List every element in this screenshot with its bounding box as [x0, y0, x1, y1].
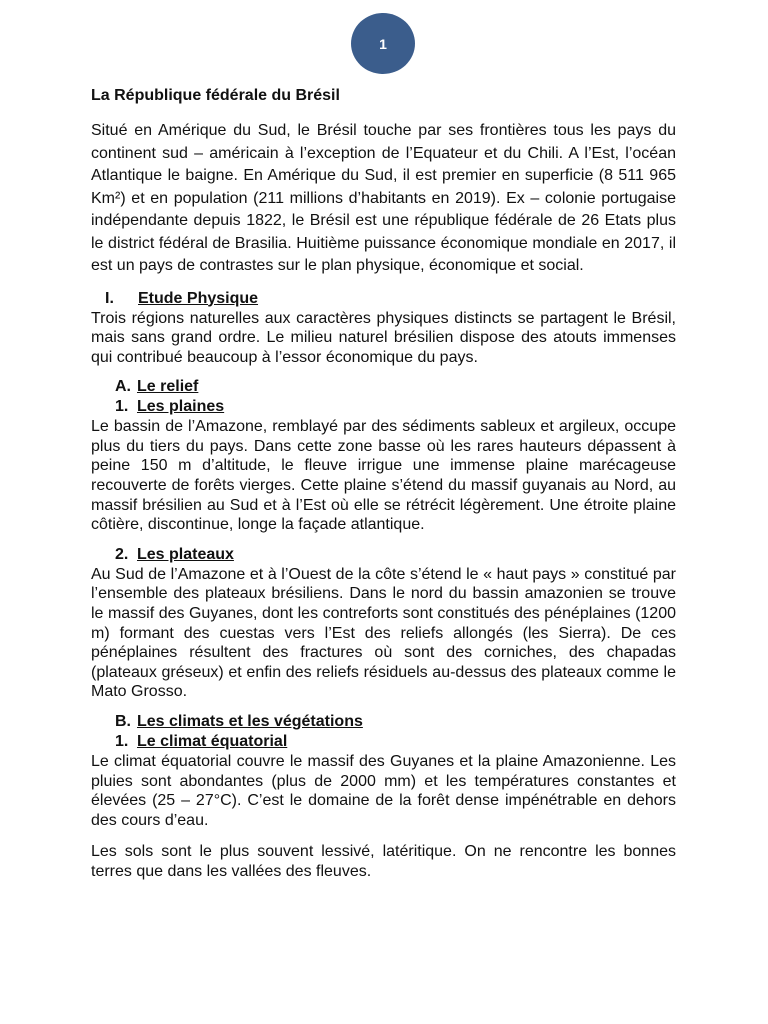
page-number-badge: [351, 13, 415, 74]
plaines-paragraph: Le bassin de l’Amazone, remblayé par des sédiments sableux et argileux, occupe plus du tiers du pays. Dans cette zone basse où les rares hauteurs dépassent à peine 150 m d’altitude, le fleuve irrigue une immense plaine marécageuse recouverte de forêts vierges. Cette plaine s’étend du massif guyanais au Nord, au massif brésilien au Sud et à l’Est où elle se rétrécit légèrement. Une étroite plaine côtière, discontinue, longe la façade atlantique.: [91, 418, 676, 534]
subsection-heading-climats: [91, 712, 676, 732]
climat-paragraph: Le climat équatorial couvre le massif des Guyanes et la plaine Amazonienne. Les pluies sont abondantes (plus de 2000 mm) et les températures constantes et élevées (25 – 27°C). C’est le domaine de la forêt dense impénétrable en dehors des cours d’eau.: [91, 753, 676, 829]
subsection-label: Le relief: [137, 378, 199, 396]
section-intro-paragraph: Trois régions naturelles aux caractères physiques distincts se partagent le Brésil, mais sans grand ordre. Le milieu naturel brésilien dispose des atouts immenses qui contribué beaucoup à l’essor économique du pays.: [91, 309, 676, 366]
subheading-label: Le climat équatorial: [137, 733, 288, 750]
subheading-plateaux: [91, 545, 676, 565]
subheading-plaines: [91, 397, 676, 417]
subsection-letter: A.: [115, 378, 131, 396]
subheading-label: Les plaines: [137, 398, 225, 416]
subsection-label: Les climats et les végétations: [137, 713, 363, 730]
subsection-letter: B.: [115, 713, 131, 730]
page-number: 1: [379, 35, 387, 52]
section-label: Etude Physique: [138, 289, 259, 307]
plateaux-paragraph: Au Sud de l’Amazone et à l’Ouest de la côte s’étend le « haut pays » constitué par l’ensemble des plateaux brésiliens. Dans le nord du bassin amazonien se trouve le massif des Guyanes, dont les contreforts sont constitués des pénéplaines (1200 m) formant des cuestas vers l’Est des reliefs allongés (les Sierra). De ces pénéplaines résultent des fractures où sont des corniches, des chapadas (plateaux gréseux) et enfin des reliefs résiduels au-dessus des plateaux comme le Mato Grosso.: [91, 565, 676, 701]
subheading-label: Les plateaux: [137, 545, 234, 563]
document-body: [91, 86, 676, 882]
document-title: La République fédérale du Brésil: [91, 87, 340, 104]
subheading-number: 2.: [115, 545, 129, 563]
subheading-climat-equatorial: [91, 732, 676, 752]
subheading-number: 1.: [115, 733, 129, 750]
subsection-heading-relief: [91, 377, 676, 397]
sols-paragraph: Les sols sont le plus souvent lessivé, latéritique. On ne rencontre les bonnes terres que dans les vallées des fleuves.: [91, 843, 676, 880]
section-heading-physique: [91, 289, 676, 309]
intro-paragraph: Situé en Amérique du Sud, le Brésil touche par ses frontières tous les pays du continent sud – américain à l’exception de l’Equateur et du Chili. A l’Est, l’océan Atlantique le baigne. En Amérique du Sud, il est premier en superficie (8 511 965 Km²) et en population (211 millions d’habitants en 2019). Ex – colonie portugaise indépendante depuis 1822, le Brésil est une république fédérale de 26 Etats plus le district fédéral de Brasilia. Huitième puissance économique mondiale en 2017, il est un pays de contrastes sur le plan physique, économique et social.: [91, 122, 676, 274]
section-number: I.: [105, 289, 114, 307]
subheading-number: 1.: [115, 398, 129, 416]
